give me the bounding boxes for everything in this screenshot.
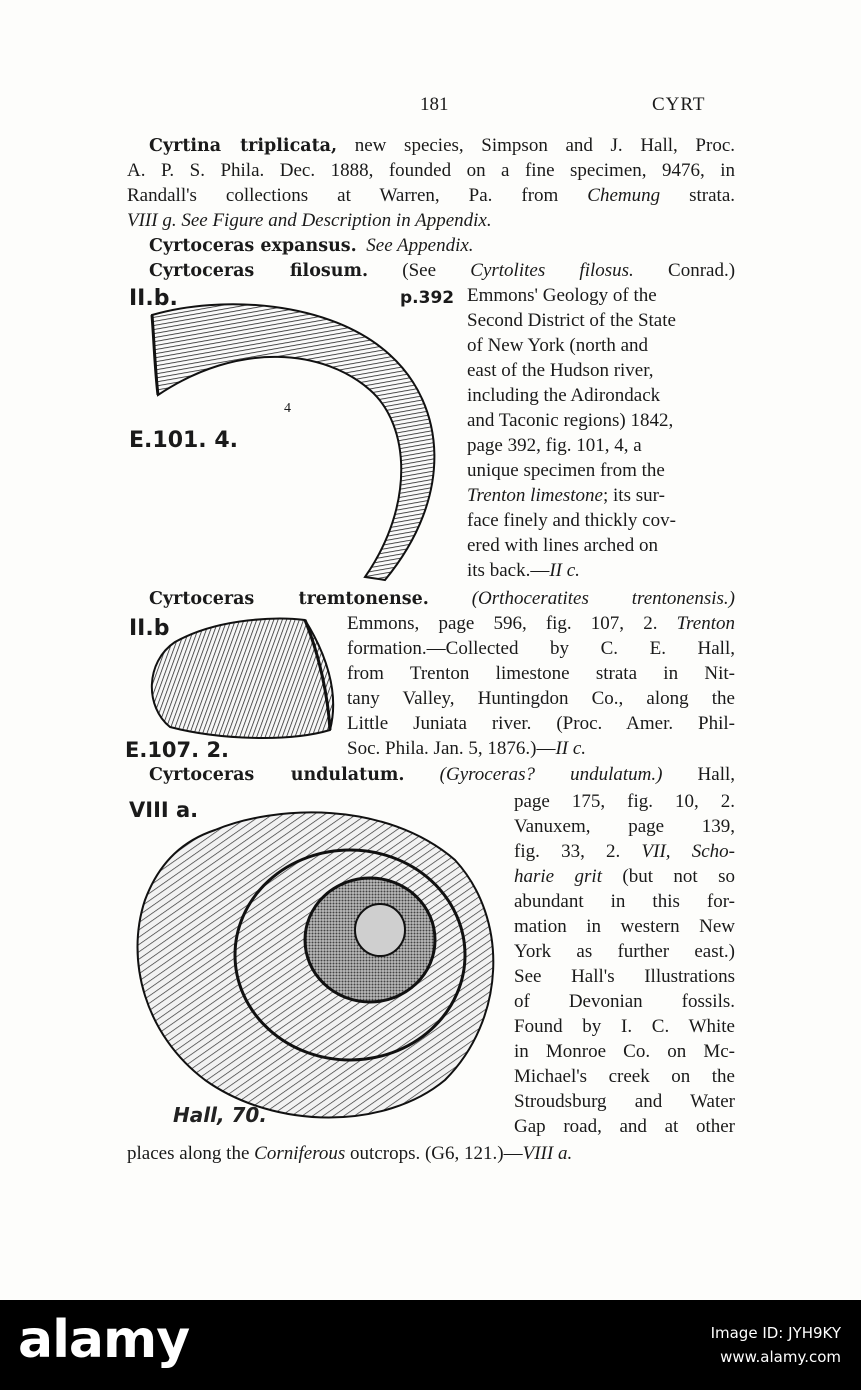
filosum-fig-number: 4 <box>284 401 291 416</box>
filosum-horizon: II c. <box>549 560 580 581</box>
page-number: 181 <box>420 94 449 115</box>
filosum-heading <box>149 258 735 284</box>
undulatum-line-8: See Hall's Illustrations <box>514 966 735 987</box>
filosum-name: Cyrtoceras filosum. <box>149 261 369 281</box>
filosum-see: (See <box>402 260 437 281</box>
undulatum-fig-ref: fig. 33, 2. <box>514 841 621 862</box>
filosum-plate-label: II.b. <box>129 286 178 311</box>
tremtonense-line-4: tany Valley, Huntingdon Co., along the <box>347 688 735 709</box>
watermark-brand: alamy <box>18 1310 190 1370</box>
undulatum-horizon: VII, Scho- <box>641 841 736 862</box>
undulatum-name: Cyrtoceras undulatum. <box>149 765 405 785</box>
tremtonense-line-1 <box>347 611 735 636</box>
tremtonense-line-5: Little Juniata river. (Proc. Amer. Phil- <box>347 713 735 734</box>
undulatum-line-12: Michael's creek on the <box>514 1066 735 1087</box>
expansus-name: Cyrtoceras expansus. <box>149 236 357 256</box>
undulatum-line-6: mation in western New <box>514 916 735 937</box>
filosum-line-10: ered with lines arched on <box>467 535 658 556</box>
filosum-line-4: including the Adirondack <box>467 385 661 406</box>
undulatum-author: Hall, <box>697 764 736 785</box>
undulatum-line-13: Stroudsburg and Water <box>514 1091 735 1112</box>
filosum-line-3: east of the Hudson river, <box>467 360 654 381</box>
triplicata-name: Cyrtina triplicata, <box>149 136 338 156</box>
undulatum-heading <box>149 762 735 788</box>
undulatum-plate-label: VIII a. <box>129 798 199 822</box>
filosum-line-1: Second District of the State <box>467 310 676 331</box>
undulatum-last-c: outcrops. (G6, 121.)— <box>350 1143 523 1164</box>
watermark-footer <box>0 1300 861 1390</box>
tremtonense-line-3: from Trenton limestone strata in Nit- <box>347 663 735 684</box>
triplicata-text3a: Randall's collections at Warren, Pa. from <box>127 185 559 206</box>
filosum-last-text: its back.— <box>467 560 550 581</box>
filosum-page-ref: p.392 <box>400 288 455 308</box>
tremtonense-formation: Trenton <box>676 613 736 634</box>
filosum-author: Conrad.) <box>668 260 736 281</box>
filosum-figure-code: E.101. 4. <box>129 428 238 453</box>
cyrtoceras-tremtonense-illustration <box>140 612 345 752</box>
tremtonense-plate-label: II.b <box>129 616 170 641</box>
filosum-line-8 <box>467 483 665 508</box>
tremtonense-line-2: formation.—Collected by C. E. Hall, <box>347 638 735 659</box>
filosum-line-6: page 392, fig. 101, 4, a <box>467 435 642 456</box>
tremtonense-horizon: II c. <box>555 738 587 759</box>
filosum-synonym: Cyrtolites filosus. <box>470 260 634 281</box>
undulatum-fig-credit: Hall, 70. <box>173 1103 267 1127</box>
tremtonense-citation: Soc. Phila. Jan. 5, 1876.)— <box>347 738 556 759</box>
tremtonense-figure-code: E.107. 2. <box>125 738 230 762</box>
tremtonense-heading <box>149 586 735 612</box>
filosum-line-7: unique specimen from the <box>467 460 665 481</box>
filosum-line-9: face finely and thickly cov- <box>467 510 676 531</box>
undulatum-last-horizon: VIII a. <box>522 1143 573 1164</box>
triplicata-line4: VIII g. See Figure and Description in Appendix. <box>127 210 492 231</box>
undulatum-line-1: page 175, fig. 10, 2. <box>514 791 735 812</box>
undulatum-line-5: abundant in this for- <box>514 891 735 912</box>
undulatum-last-line <box>127 1141 572 1166</box>
undulatum-line-4 <box>514 864 735 889</box>
watermark-site: www.alamy.com <box>720 1348 841 1366</box>
triplicata-line1 <box>149 133 735 159</box>
undulatum-line-9: of Devonian fossils. <box>514 991 735 1012</box>
undulatum-last-a: places along the <box>127 1143 250 1164</box>
undulatum-line-14: Gap road, and at other <box>514 1116 735 1137</box>
filosum-line-5: and Taconic regions) 1842, <box>467 410 674 431</box>
cyrtoceras-undulatum-illustration <box>125 800 505 1130</box>
cyrtoceras-filosum-illustration <box>140 295 460 595</box>
undulatum-line4-rest: (but not so <box>622 866 736 887</box>
corniferous-ref: Corniferous <box>254 1143 346 1164</box>
tremtonense-name: Cyrtoceras tremtonense. <box>149 589 429 609</box>
filosum-line-11 <box>467 558 580 583</box>
undulatum-line-10: Found by I. C. White <box>514 1016 735 1037</box>
trenton-limestone-ref: Trenton limestone <box>467 485 603 506</box>
triplicata-text3c: strata. <box>689 185 736 206</box>
tremtonense-line-6 <box>347 736 586 761</box>
schoharie-grit-ref: harie grit <box>514 866 602 887</box>
running-head: CYRT <box>652 94 706 115</box>
undulatum-line-11: in Monroe Co. on Mc- <box>514 1041 735 1062</box>
triplicata-line2: A. P. S. Phila. Dec. 1888, founded on a fine specimen, 9476, in <box>127 160 735 181</box>
triplicata-line3 <box>127 183 735 208</box>
undulatum-line-7: York as further east.) <box>514 941 735 962</box>
expansus-ref: See Appendix. <box>366 235 474 256</box>
undulatum-synonym: (Gyroceras? undulatum.) <box>439 764 663 785</box>
chemung-ref: Chemung <box>587 185 661 206</box>
tremtonense-synonym: (Orthoceratites trentonensis.) <box>471 588 736 609</box>
undulatum-line-2: Vanuxem, page 139, <box>514 816 735 837</box>
filosum-line-2: of New York (north and <box>467 335 649 356</box>
tremtonense-ref: Emmons, page 596, fig. 107, 2. <box>347 613 658 634</box>
triplicata-text1: new species, Simpson and J. Hall, Proc. <box>354 135 736 156</box>
filosum-line8-rest: ; its sur- <box>603 485 665 506</box>
watermark-image-id: Image ID: JYH9KY <box>710 1324 841 1342</box>
expansus-line <box>149 233 474 259</box>
undulatum-line-3 <box>514 839 735 864</box>
filosum-line-0: Emmons' Geology of the <box>467 285 657 306</box>
